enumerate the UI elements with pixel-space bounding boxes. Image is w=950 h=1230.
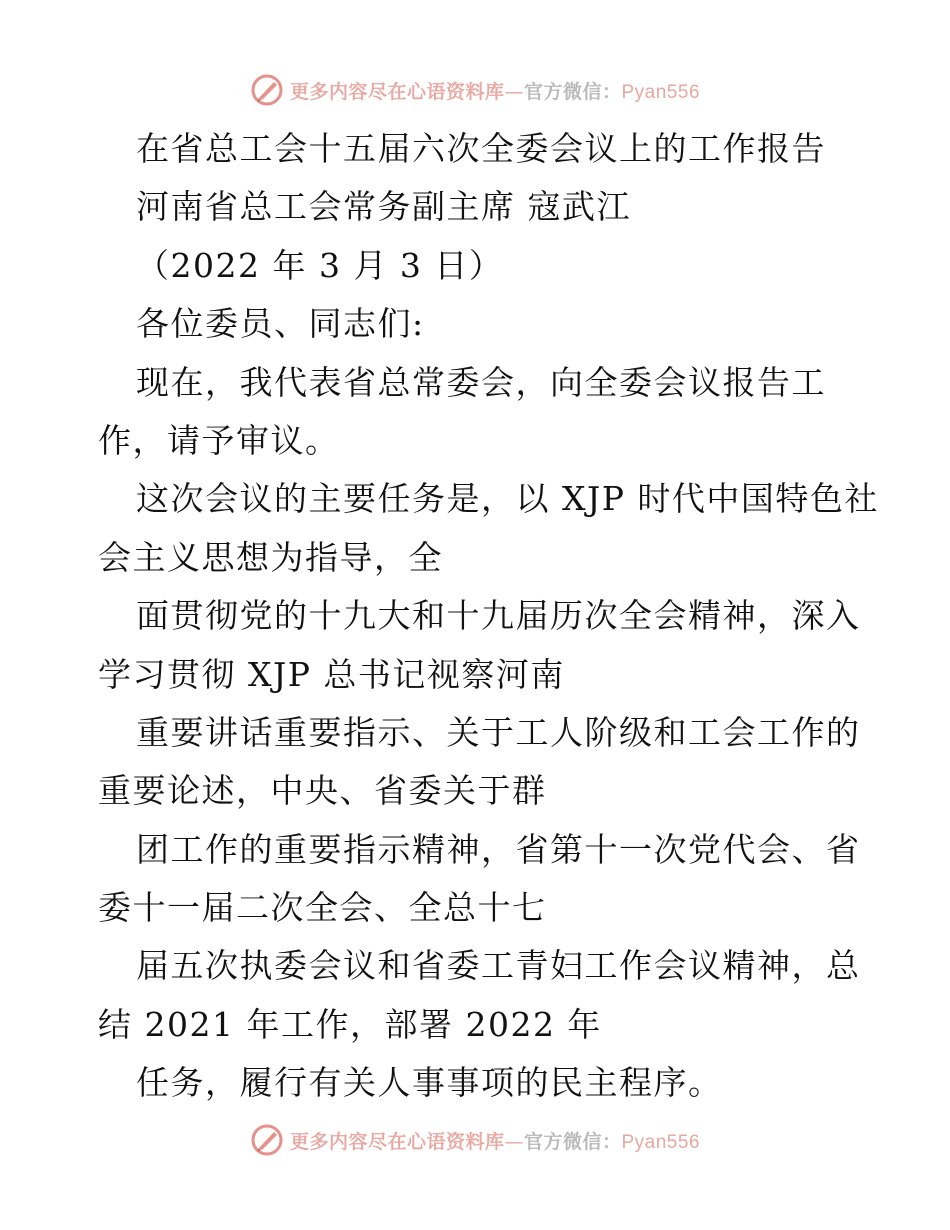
doc-line: 现在，我代表省总常委会，向全委会议报告工 xyxy=(136,362,826,402)
watermark-wechat-label: 官方微信： xyxy=(523,1130,622,1153)
doc-line: 会主义思想为指导，全 xyxy=(98,537,443,577)
doc-salutation: 各位委员、同志们: xyxy=(136,304,425,344)
doc-line: 重要讲话重要指示、关于工人阶级和工会工作的 xyxy=(136,712,861,752)
doc-line: 这次会议的主要任务是，以 XJP 时代中国特色社 xyxy=(136,479,879,519)
pen-logo-icon xyxy=(250,1123,284,1157)
doc-line: 重要论述，中央、省委关于群 xyxy=(98,771,547,811)
doc-line: 任务，履行有关人事事项的民主程序。 xyxy=(136,1063,723,1103)
doc-date: （2022 年 3 月 3 日） xyxy=(136,245,504,285)
doc-line: 面贯彻党的十九大和十九届历次全会精神，深入 xyxy=(136,596,861,636)
document-body xyxy=(98,120,879,1113)
header-watermark xyxy=(0,70,950,110)
watermark-wechat-id: Pyan556 xyxy=(621,1131,701,1153)
doc-line: 团工作的重要指示精神，省第十一次党代会、省 xyxy=(136,829,861,869)
doc-line: 作，请予审议。 xyxy=(98,420,340,460)
watermark-main-text: 更多内容尽在心语资料库 xyxy=(289,1130,505,1153)
doc-line: 委十一届二次全会、全总十七 xyxy=(98,888,547,928)
footer-watermark xyxy=(0,1120,950,1160)
watermark-dash: — xyxy=(504,80,524,103)
watermark-main-text: 更多内容尽在心语资料库 xyxy=(289,80,505,103)
doc-author: 河南省总工会常务副主席 寇武江 xyxy=(136,187,631,227)
watermark-dash: — xyxy=(504,1130,524,1153)
watermark-wechat-label: 官方微信： xyxy=(523,80,622,103)
pen-logo-icon xyxy=(250,73,284,107)
doc-line: 结 2021 年工作，部署 2022 年 xyxy=(98,1004,602,1044)
doc-line: 学习贯彻 XJP 总书记视察河南 xyxy=(98,654,565,694)
doc-title: 在省总工会十五届六次全委会议上的工作报告 xyxy=(136,129,826,168)
doc-line: 届五次执委会议和省委工青妇工作会议精神，总 xyxy=(136,946,861,986)
watermark-wechat-id: Pyan556 xyxy=(621,81,701,103)
